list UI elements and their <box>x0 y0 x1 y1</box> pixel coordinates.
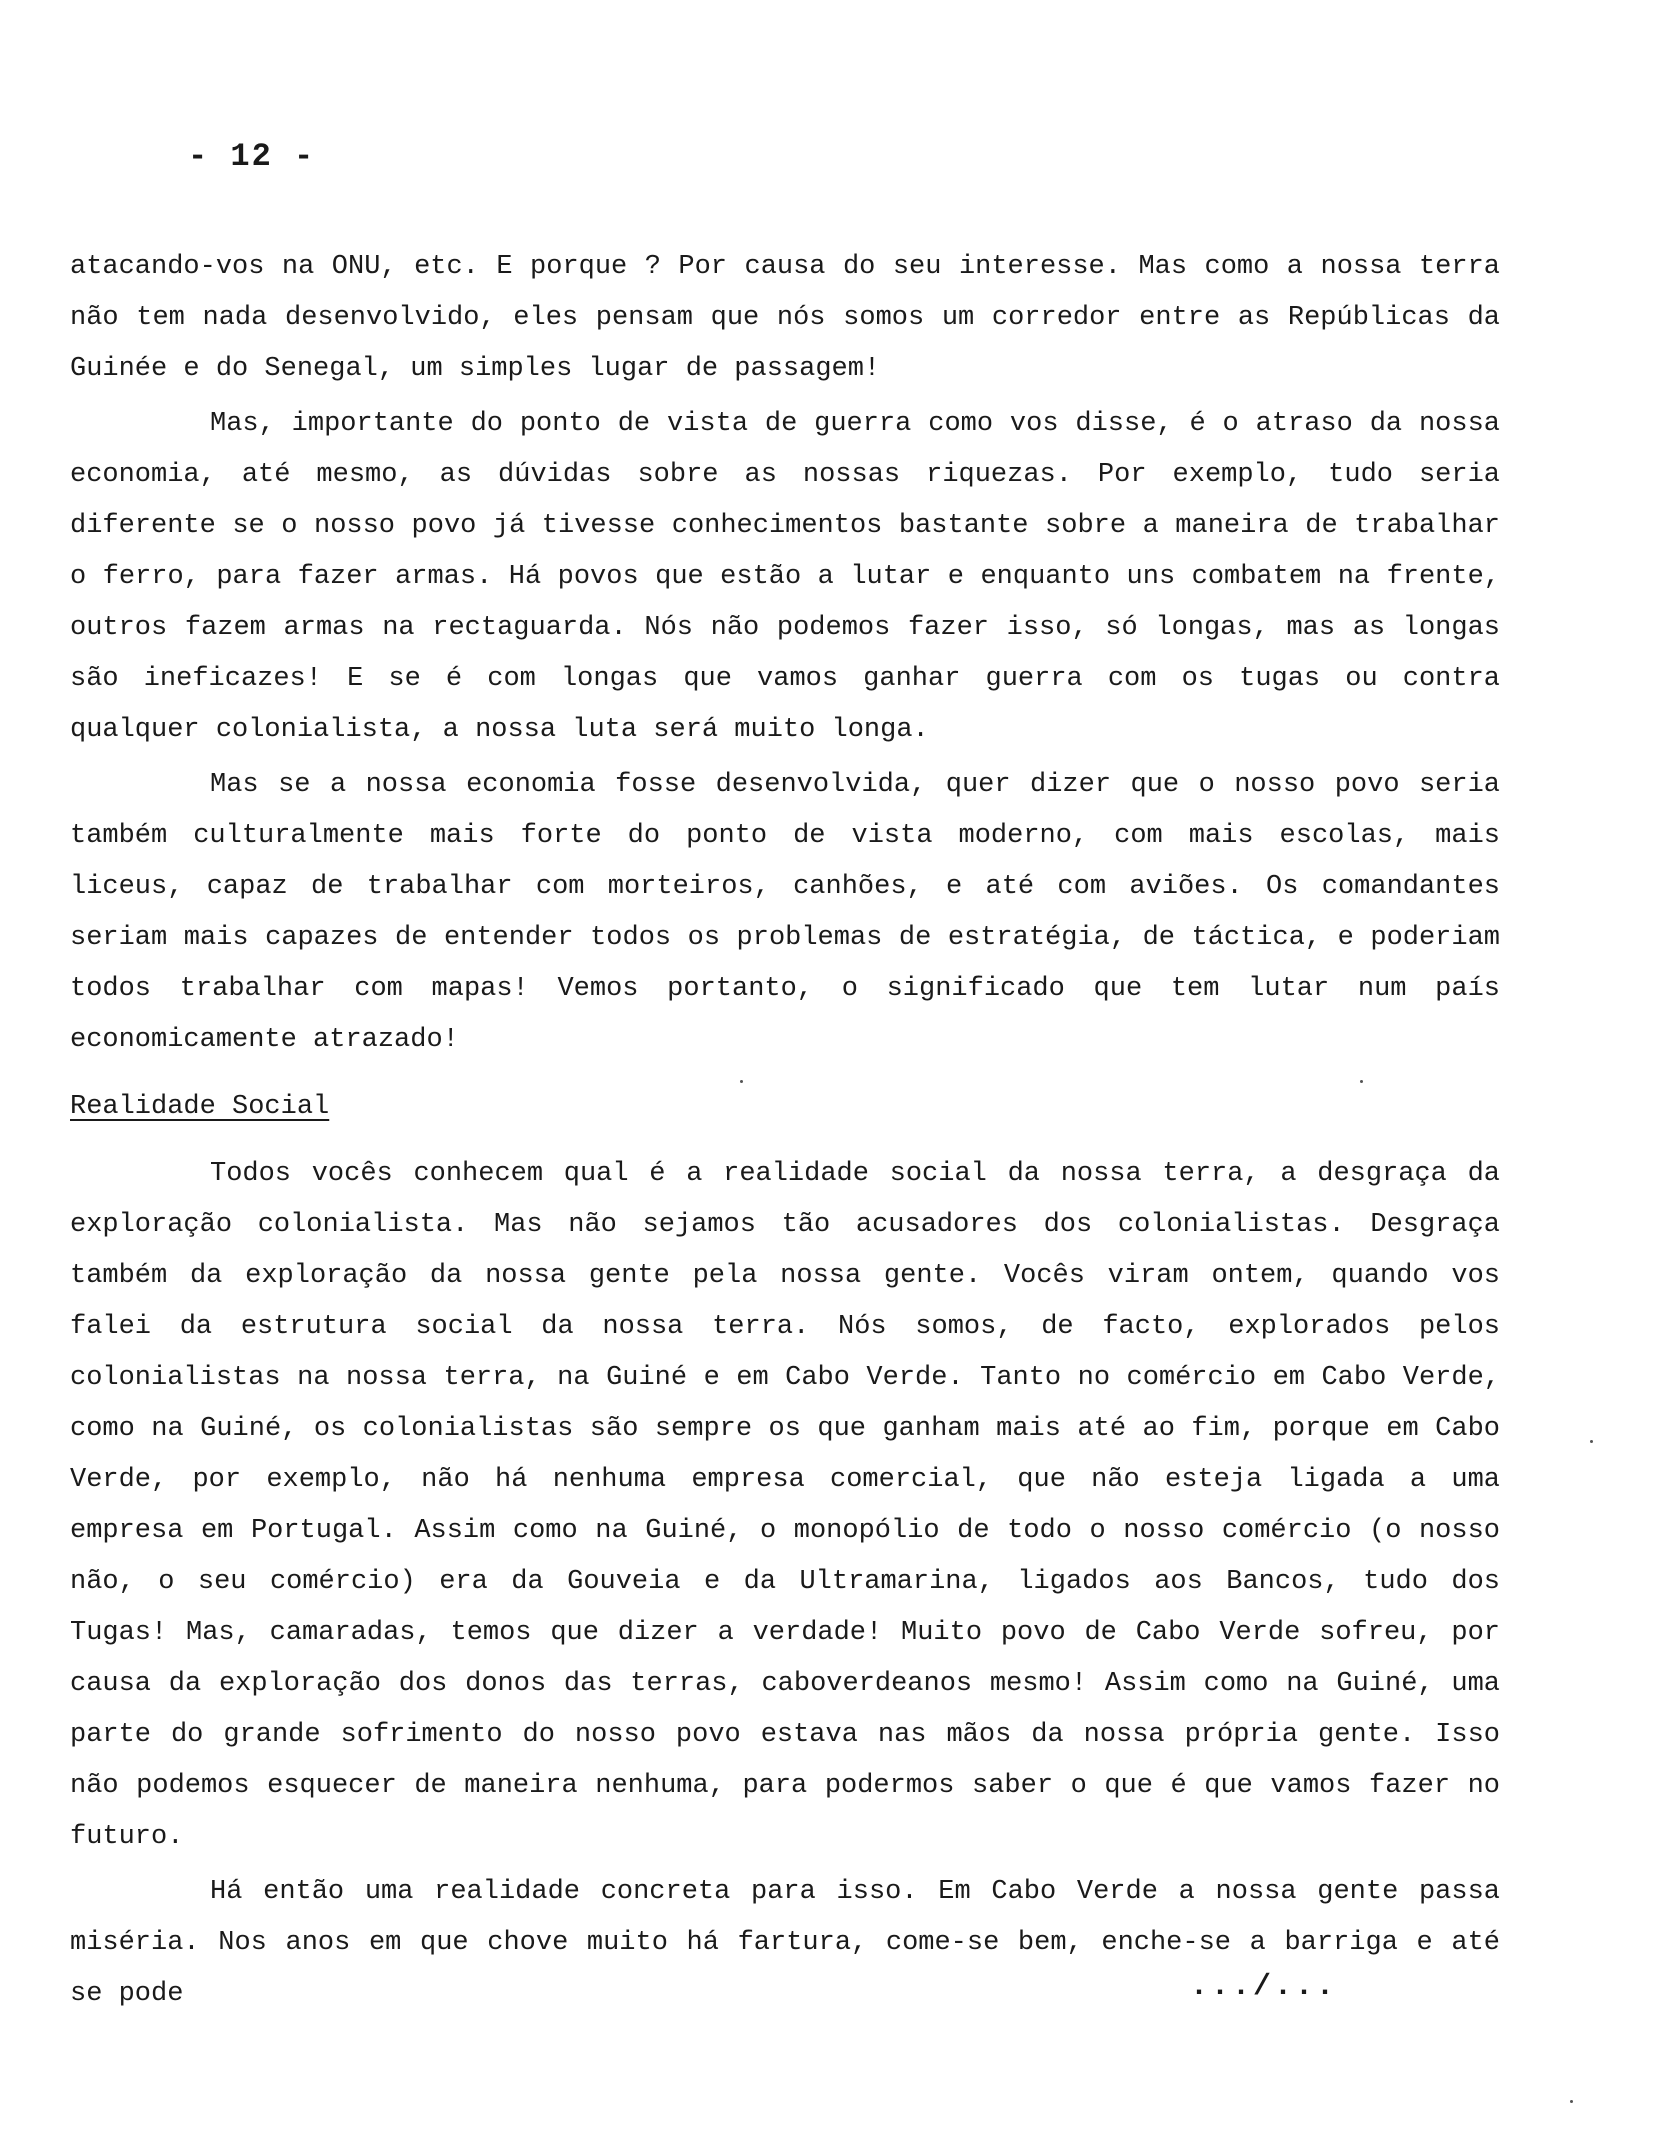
paragraph: Mas, importante do ponto de vista de guerra como vos disse, é o atraso da nossa economia, até mesmo, as dúvidas sobre as nossas riquezas. Por exemplo, tudo seria diferente se o nosso povo já tivesse conhecimentos bastante sobre a maneira de trabalhar o ferro, para fazer armas. Há povos que estão a lutar e enquanto uns combatem na frente, outros fazem armas na rectaguarda. Nós não podemos fazer isso, só longas, mas as longas são ineficazes! E se é com longas que vamos ganhar guerra com os tugas ou contra qualquer colonialista, a nossa luta será muito longa. <box>70 409 1500 745</box>
paragraph: Há então uma realidade concreta para isso. Em Cabo Verde a nossa gente passa miséria. Nos anos em que chove muito há fartura, come-se bem, enche-se a barriga e até se pode <box>70 1877 1500 2009</box>
scan-speck <box>740 1080 743 1083</box>
paragraph: atacando-vos na ONU, etc. E porque ? Por causa do seu interesse. Mas como a nossa terra não tem nada desenvolvido, eles pensam que nós somos um corredor entre as Repúblicas da Guinée e do Senegal, um simples lugar de passagem! <box>70 252 1500 384</box>
section-heading: Realidade Social <box>70 1092 330 1122</box>
paragraph: Mas se a nossa economia fosse desenvolvida, quer dizer que o nosso povo seria também culturalmente mais forte do ponto de vista moderno, com mais escolas, mais liceus, capaz de trabalhar com morteiros, canhões, e até com aviões. Os comandantes seriam mais capazes de entender todos os problemas de estratégia, de táctica, e poderiam todos trabalhar com mapas! Vemos portanto, o significado que tem lutar num país economicamente atrazado! <box>70 770 1500 1055</box>
body-text <box>70 242 1500 2020</box>
scan-speck <box>1590 1440 1593 1443</box>
continuation-mark: .../... <box>1190 1970 1338 2004</box>
scan-speck <box>1570 2100 1573 2103</box>
scan-speck <box>1360 1080 1363 1083</box>
page-number: - 12 - <box>188 138 316 175</box>
paragraph: Todos vocês conhecem qual é a realidade social da nossa terra, a desgraça da exploração colonialista. Mas não sejamos tão acusadores dos colonialistas. Desgraça também da exploração da nossa gente pela nossa gente. Vocês viram ontem, quando vos falei da estrutura social da nossa terra. Nós somos, de facto, explorados pelos colonialistas na nossa terra, na Guiné e em Cabo Verde. Tanto no comércio em Cabo Verde, como na Guiné, os colonialistas são sempre os que ganham mais até ao fim, porque em Cabo Verde, por exemplo, não há nenhuma empresa comercial, que não esteja ligada a uma empresa em Portugal. Assim como na Guiné, o monopólio de todo o nosso comércio (o nosso não, o seu comércio) era da Gouveia e da Ultramarina, ligados aos Bancos, tudo dos Tugas! Mas, camaradas, temos que dizer a verdade! Muito povo de Cabo Verde sofreu, por causa da exploração dos donos das terras, caboverdeanos mesmo! Assim como na Guiné, uma parte do grande sofrimento do nosso povo estava nas mãos da nossa própria gente. Isso não podemos esquecer de maneira nenhuma, para podermos saber o que é que vamos fazer no futuro. <box>70 1159 1500 1852</box>
